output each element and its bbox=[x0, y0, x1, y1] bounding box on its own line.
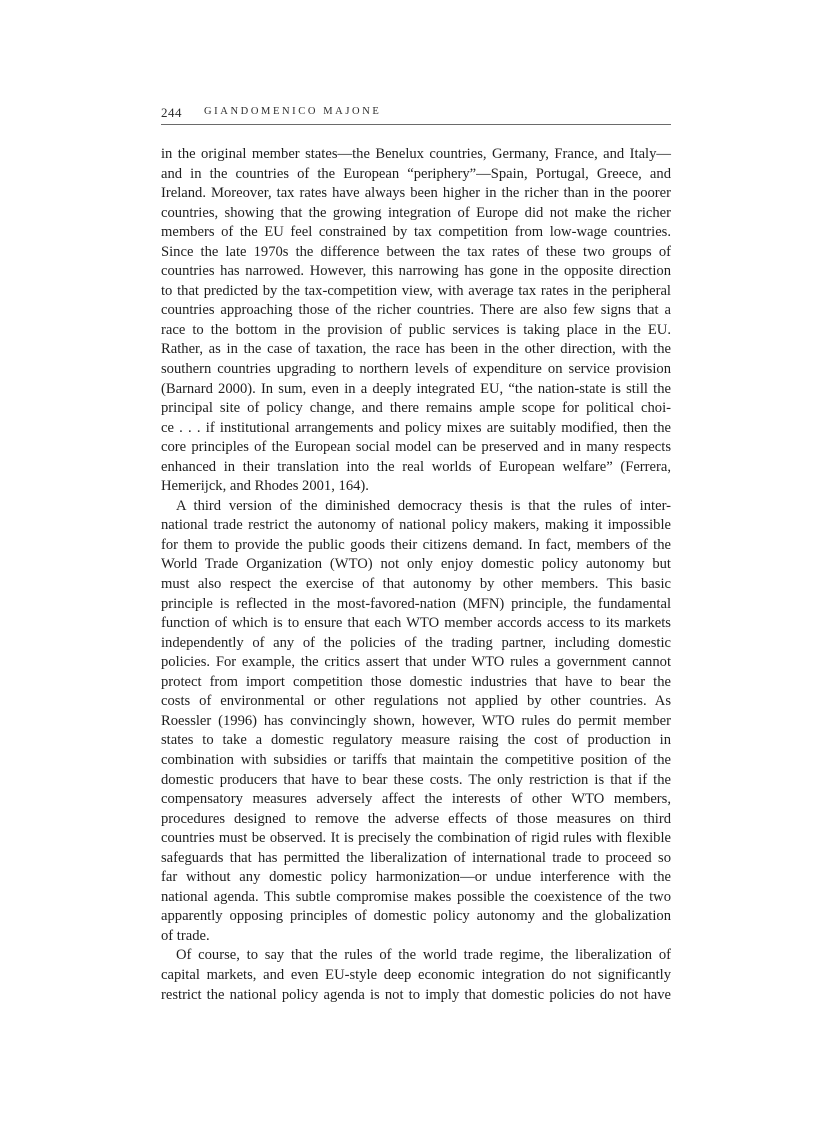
text-line: A third version of the diminished democracy thesis is that the rules of inter- bbox=[176, 497, 671, 514]
text-line: domestic producers that have to bear these costs. The only restriction is that if the bbox=[161, 771, 671, 788]
text-line: national agenda. This subtle compromise makes possible the coexistence of the two bbox=[161, 888, 671, 905]
text-line: national trade restrict the autonomy of national policy makers, making it impossible bbox=[161, 517, 671, 534]
page-number: 244 bbox=[161, 105, 182, 120]
text-line: restrict the national policy agenda is not to imply that domestic policies do not have bbox=[161, 986, 671, 1003]
text-line: core principles of the European social model can be preserved and in many respects bbox=[161, 439, 671, 456]
text-line: race to the bottom in the provision of public services is taking place in the EU. bbox=[161, 321, 671, 338]
text-line: capital markets, and even EU-style deep economic integration do not significantly bbox=[161, 966, 671, 983]
text-line: Since the late 1970s the difference between the tax rates of these two groups of bbox=[161, 243, 671, 260]
text-line: enhanced in their translation into the real worlds of European welfare” (Ferrera, bbox=[161, 458, 671, 475]
running-head bbox=[161, 104, 671, 125]
text-line: independently of any of the policies of the trading partner, including domestic bbox=[161, 634, 671, 651]
text-line: function of which is to ensure that each WTO member accords access to its markets bbox=[161, 615, 671, 632]
text-line: far without any domestic policy harmonization—or undue interference with the bbox=[161, 869, 671, 886]
text-line: protect from import competition those domestic industries that have to bear the bbox=[161, 673, 671, 690]
text-line: countries approaching those of the richer countries. There are also few signs that a bbox=[161, 302, 671, 319]
text-line: for them to provide the public goods their citizens demand. In fact, members of the bbox=[161, 536, 671, 553]
text-line: ce . . . if institutional arrangements and policy mixes are suitably modified, then the bbox=[161, 419, 671, 436]
text-line: southern countries upgrading to northern levels of expenditure on service provision bbox=[161, 361, 671, 378]
text-line: and in the countries of the European “periphery”—Spain, Portugal, Greece, and bbox=[161, 165, 671, 182]
text-line: costs of environmental or other regulations not applied by other countries. As bbox=[161, 693, 671, 710]
running-head-author: GIANDOMENICO MAJONE bbox=[204, 106, 382, 117]
text-line: Of course, to say that the rules of the world trade regime, the liberalization of bbox=[176, 947, 671, 964]
text-line: Roessler (1996) has convincingly shown, however, WTO rules do permit member bbox=[161, 712, 671, 729]
text-line: Rather, as in the case of taxation, the race has been in the other direction, with the bbox=[161, 341, 671, 358]
text-line: must also respect the exercise of that autonomy by other members. This basic bbox=[161, 576, 671, 593]
paragraph bbox=[161, 497, 671, 947]
paragraph bbox=[161, 946, 671, 1005]
text-line: principle is reflected in the most-favored-nation (MFN) principle, the fundamental bbox=[161, 595, 671, 612]
text-line: to that predicted by the tax-competition view, with average tax rates in the peripheral bbox=[161, 282, 671, 299]
text-line: compensatory measures adversely affect the interests of other WTO members, bbox=[161, 791, 671, 808]
text-line: Hemerijck, and Rhodes 2001, 164). bbox=[161, 478, 369, 495]
text-line: countries must be observed. It is precisely the combination of rigid rules with flexible bbox=[161, 830, 671, 847]
text-line: policies. For example, the critics assert that under WTO rules a government cannot bbox=[161, 654, 671, 671]
text-line: safeguards that has permitted the liberalization of international trade to proceed so bbox=[161, 849, 671, 866]
text-line: countries, showing that the growing integration of Europe did not make the richer bbox=[161, 204, 671, 221]
text-line: countries has narrowed. However, this narrowing has gone in the opposite direction bbox=[161, 263, 671, 280]
text-line: members of the EU feel constrained by tax competition from low-wage countries. bbox=[161, 224, 671, 241]
text-line: procedures designed to remove the adverse effects of those measures on third bbox=[161, 810, 671, 827]
text-line: states to take a domestic regulatory measure raising the cost of production in bbox=[161, 732, 671, 749]
text-line: World Trade Organization (WTO) not only enjoy domestic policy autonomy but bbox=[161, 556, 671, 573]
text-line: of trade. bbox=[161, 927, 210, 944]
text-line: Ireland. Moreover, tax rates have always been higher in the richer than in the poorer bbox=[161, 185, 671, 202]
text-line: apparently opposing principles of domestic policy autonomy and the globalization bbox=[161, 908, 671, 925]
text-line: (Barnard 2000). In sum, even in a deeply integrated EU, “the nation-state is still the bbox=[161, 380, 671, 397]
body-text bbox=[161, 145, 671, 1005]
paragraph bbox=[161, 145, 671, 497]
text-line: combination with subsidies or tariffs that maintain the competitive position of the bbox=[161, 751, 671, 768]
text-line: in the original member states—the Benelux countries, Germany, France, and Italy— bbox=[161, 146, 671, 162]
text-line: principal site of policy change, and there remains ample scope for political choi- bbox=[161, 400, 671, 417]
